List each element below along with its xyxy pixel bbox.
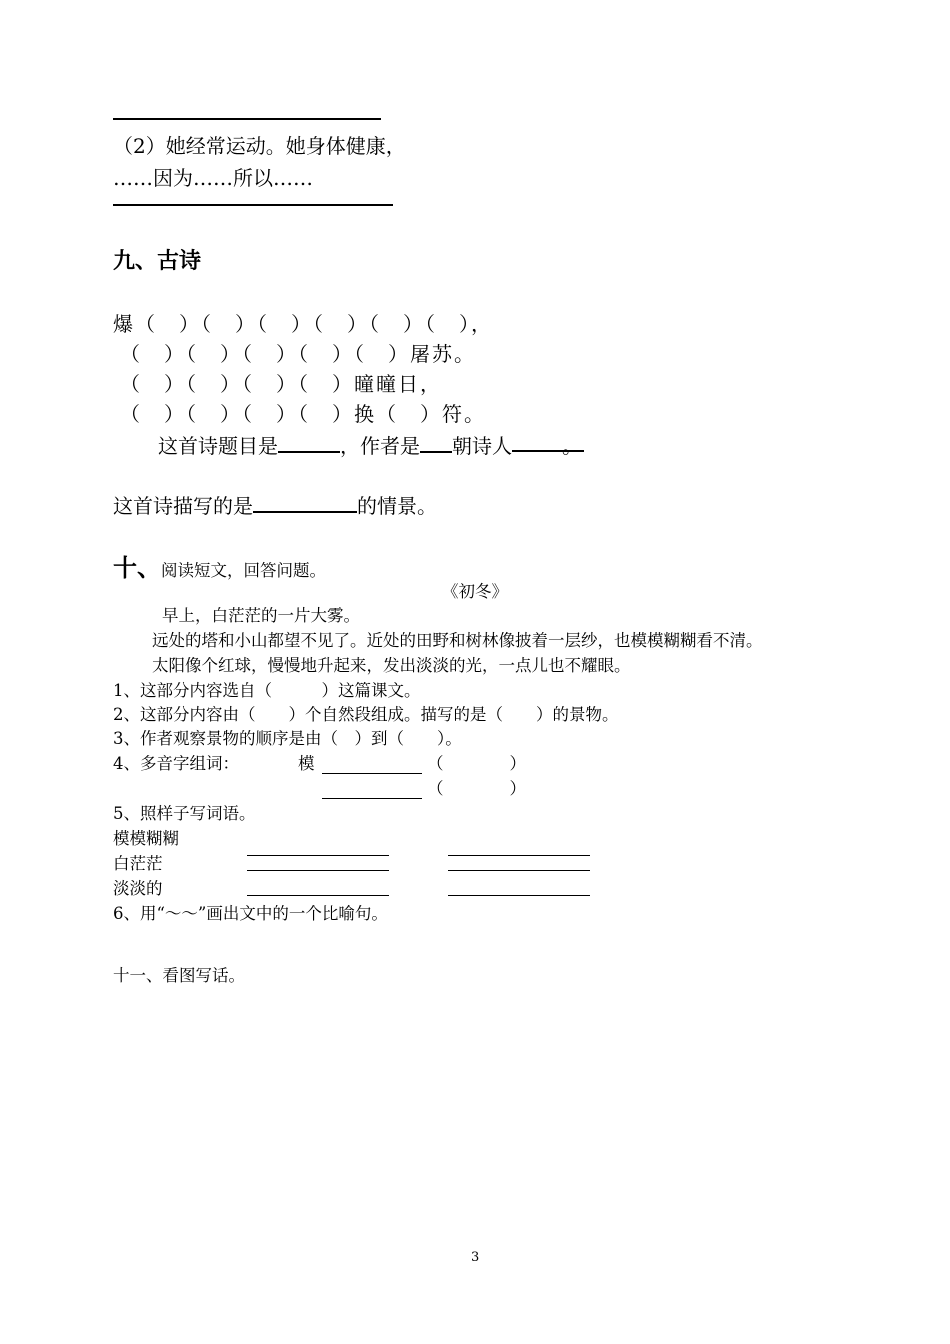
answer-line[interactable] (448, 855, 590, 856)
section-10-instruction: 阅读短文，回答问题。 (161, 561, 326, 580)
page-number: 3 (471, 1250, 480, 1265)
question-2: （2）她经常运动。她身体健康， (113, 134, 406, 158)
blank-title[interactable] (278, 431, 340, 453)
passage-title: 《初冬》 (442, 582, 508, 601)
question-10-6: 6、用“～～”画出文中的一个比喻句。 (113, 904, 388, 923)
answer-line[interactable] (448, 895, 590, 896)
question-10-4-label: 4、多音字组词： (113, 754, 239, 773)
passage-paragraph-3: 太阳像个红球，慢慢地升起来，发出淡淡的光，一点儿也不耀眼。 (152, 656, 631, 675)
blank-author[interactable] (512, 430, 584, 458)
passage-paragraph-1: 早上，白茫茫的一片大雾。 (162, 606, 360, 625)
pinyin-paren-1: （ ） (427, 754, 526, 773)
section-10-heading (113, 548, 326, 583)
answer-line (113, 118, 381, 120)
poem-q1-b: ，作者是 (340, 434, 420, 458)
answer-line[interactable] (247, 895, 389, 896)
word-2: 淡淡的 (113, 879, 163, 898)
polyphone-char: 模 (298, 754, 315, 773)
question-10-1: 1、这部分内容选自（ ）这篇课文。 (113, 681, 421, 700)
poem-q2-b: 的情景。 (357, 494, 437, 518)
section-11-title: 十一、看图写话。 (113, 966, 245, 985)
answer-line[interactable] (322, 798, 422, 799)
blank-dynasty[interactable] (420, 431, 452, 453)
poem-q1-c: 朝诗人 (452, 434, 512, 458)
section-9-title: 九、古诗 (113, 249, 202, 274)
question-10-3: 3、作者观察景物的顺序是由（ ）到（ ）。 (113, 729, 462, 748)
answer-line (113, 204, 393, 206)
word-1: 白茫茫 (113, 854, 163, 873)
example-word: 模模糊糊 (113, 829, 179, 848)
answer-line[interactable] (247, 870, 389, 871)
poem-q1-a: 这首诗题目是 (158, 434, 278, 458)
sentence-pattern: ……因为……所以…… (113, 166, 313, 190)
passage-paragraph-2: 远处的塔和小山都望不见了。近处的田野和树林像披着一层纱，也模模糊糊看不清。 (152, 631, 763, 650)
poem-question-1 (158, 430, 584, 459)
poem-line-2: （ ）（ ）（ ）（ ）（ ）屠苏。 (120, 342, 476, 366)
poem-line-1: 爆（ ）（ ）（ ）（ ）（ ）（ ）， (113, 312, 493, 336)
blank-scene[interactable] (253, 491, 357, 513)
poem-q2-a: 这首诗描写的是 (113, 494, 253, 518)
answer-line[interactable] (448, 870, 590, 871)
question-10-5: 5、照样子写词语。 (113, 804, 256, 823)
answer-line[interactable] (322, 773, 422, 774)
section-10-title: 十、 (113, 554, 161, 582)
poem-line-4: （ ）（ ）（ ）（ ）换（ ）符。 (120, 402, 486, 426)
answer-line[interactable] (247, 855, 389, 856)
poem-line-3: （ ）（ ）（ ）（ ）曈曈日， (120, 372, 442, 396)
pinyin-paren-2: （ ） (427, 779, 526, 798)
poem-q1-d: 。 (562, 434, 582, 458)
question-10-2: 2、这部分内容由（ ）个自然段组成。描写的是（ ）的景物。 (113, 705, 619, 724)
poem-question-2 (113, 490, 437, 519)
